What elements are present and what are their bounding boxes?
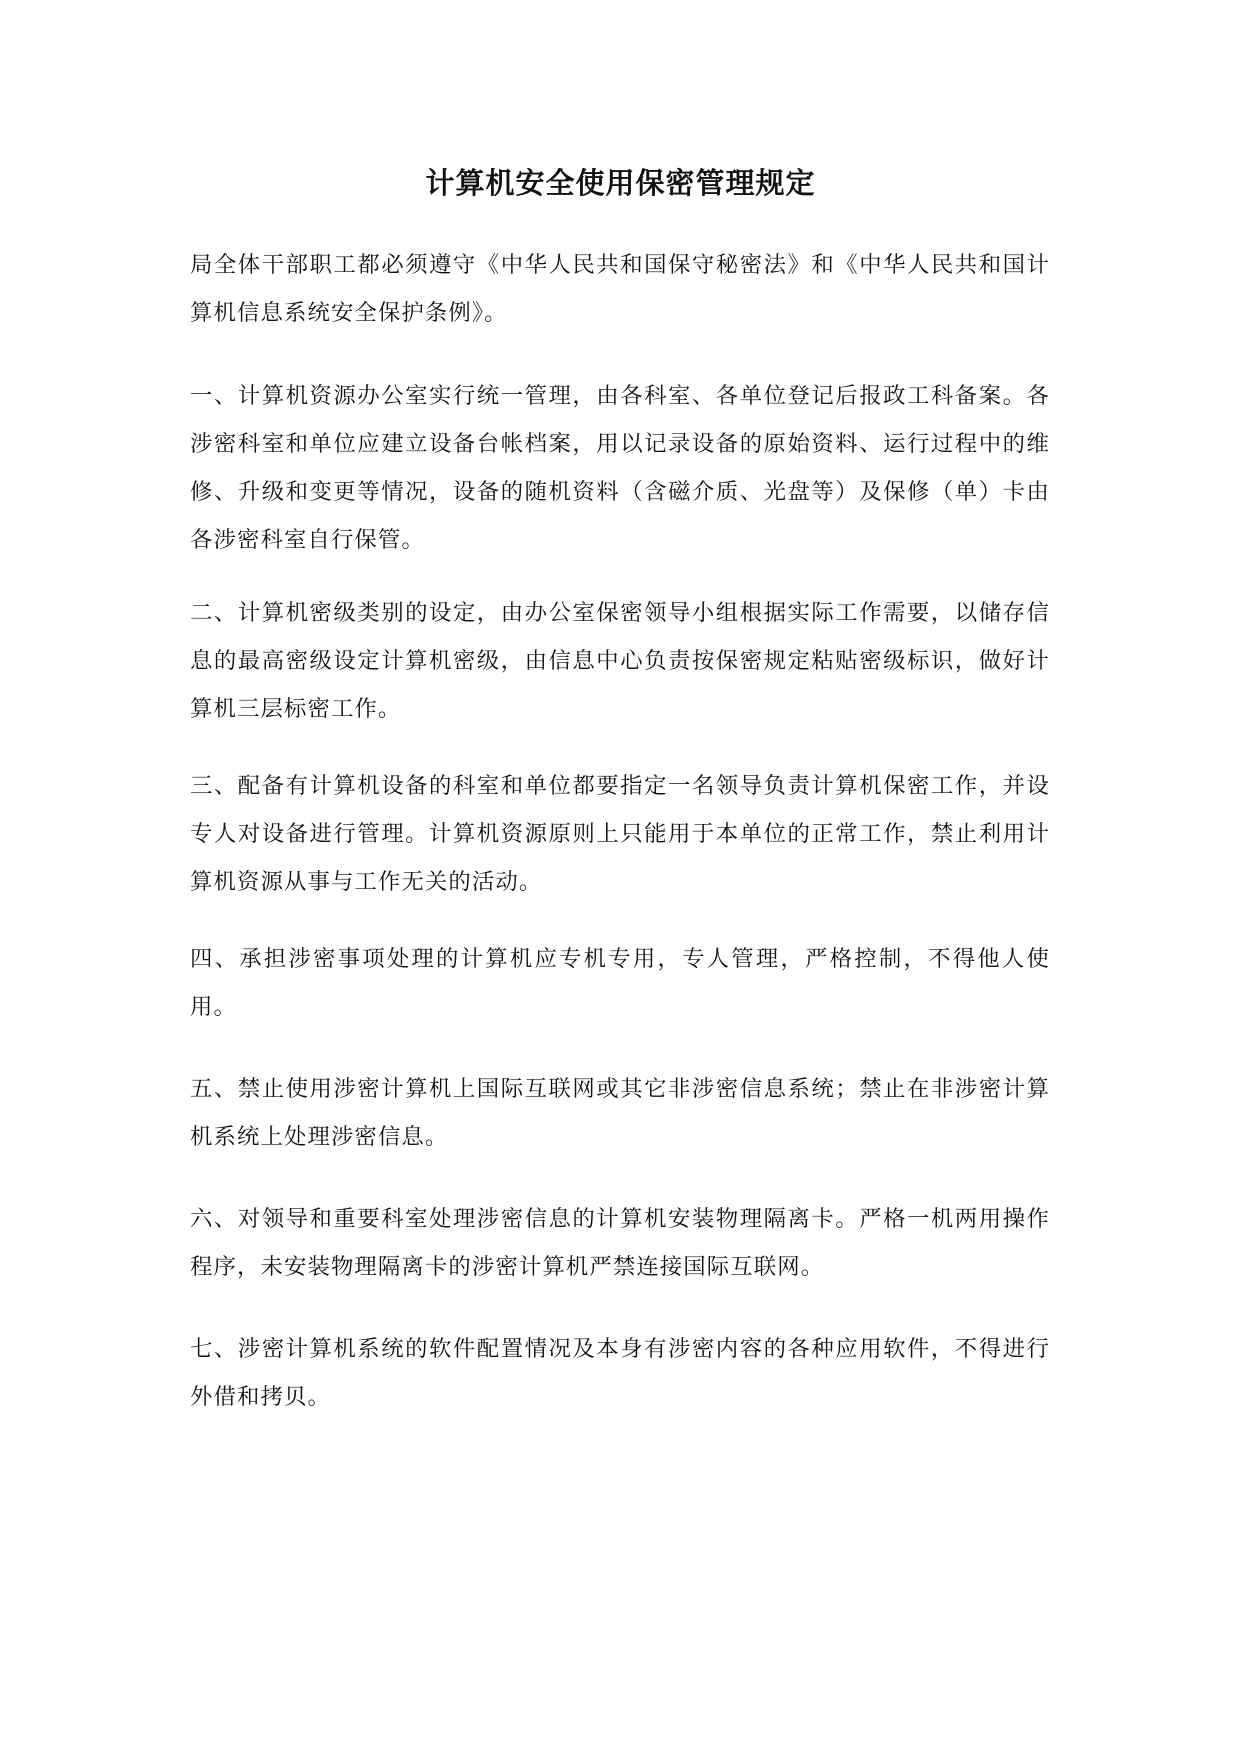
paragraph-7: 七、涉密计算机系统的软件配置情况及本身有涉密内容的各种应用软件，不得进行外借和拷贝。	[190, 1336, 1050, 1410]
paragraph-2: 二、计算机密级类别的设定，由办公室保密领导小组根据实际工作需要，以储存信息的最高密级设定计算机密级，由信息中心负责按保密规定粘贴密级标识，做好计算机三层标密工作。	[190, 600, 1050, 722]
paragraph-3: 三、配备有计算机设备的科室和单位都要指定一名领导负责计算机保密工作，并设专人对设备进行管理。计算机资源原则上只能用于本单位的正常工作，禁止利用计算机资源从事与工作无关的活动。	[190, 773, 1050, 895]
paragraph-intro: 局全体干部职工都必须遵守《中华人民共和国保守秘密法》和《中华人民共和国计算机信息系统安全保护条例》。	[190, 252, 1050, 326]
paragraph-6: 六、对领导和重要科室处理涉密信息的计算机安装物理隔离卡。严格一机两用操作程序，未安装物理隔离卡的涉密计算机严禁连接国际互联网。	[190, 1206, 1050, 1280]
paragraph-1: 一、计算机资源办公室实行统一管理，由各科室、各单位登记后报政工科备案。各涉密科室和单位应建立设备台帐档案，用以记录设备的原始资料、运行过程中的维修、升级和变更等情况，设备的随机资料（含磁介质、光盘等）及保修（单）卡由各涉密科室自行保管。	[190, 383, 1050, 553]
paragraph-4: 四、承担涉密事项处理的计算机应专机专用，专人管理，严格控制，不得他人使用。	[190, 946, 1050, 1020]
document-title: 计算机安全使用保密管理规定	[425, 166, 816, 200]
paragraph-5: 五、禁止使用涉密计算机上国际互联网或其它非涉密信息系统；禁止在非涉密计算机系统上处理涉密信息。	[190, 1076, 1050, 1150]
